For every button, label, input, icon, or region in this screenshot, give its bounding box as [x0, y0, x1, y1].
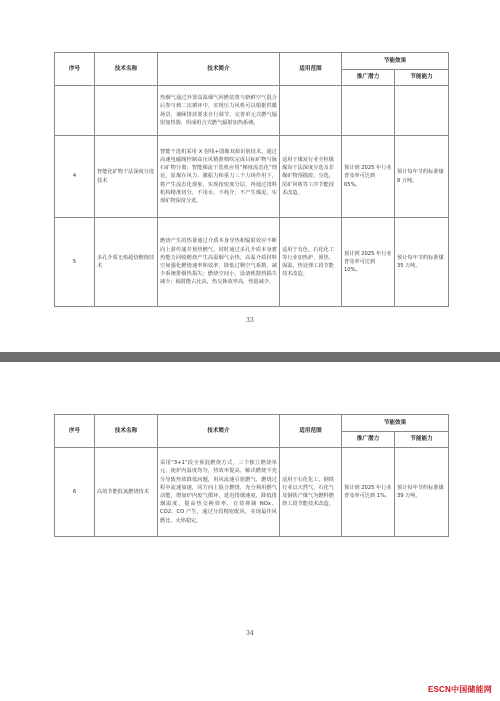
header-scope: 适用范围	[280, 415, 342, 448]
header-intro: 技术简介	[158, 415, 280, 448]
table-row	[55, 448, 449, 537]
header-capacity: 节能能力	[395, 432, 449, 448]
technology-name: 智能化矿物干法深度分选技术	[95, 136, 158, 218]
capacity-cell: 预计每年节约标准煤 8 万吨。	[395, 136, 449, 218]
header-scope: 适用范围	[280, 53, 342, 86]
capacity-cell: 预计每年节约标准煤 35 万吨。	[395, 218, 449, 307]
technology-name: 多孔介质无焰超焓燃烧技术	[95, 218, 158, 307]
technology-name: 高效节能低氮燃烧技术	[95, 448, 158, 537]
header-intro: 技术简介	[158, 53, 280, 86]
technology-intro: 热烟气通过外置高温烟气回燃装置与新鲜空气混合后参与到二次循环中，实现压力风机可以根据供暖场景，兼顾排放要求自行调节，完善单元式燃气辐射加热器，组成组合式燃气辐射加热系统。	[158, 86, 280, 136]
potential-cell: 预计到 2025 年行业普及率可达到 10%。	[342, 218, 395, 307]
header-potential: 推广潜力	[342, 70, 395, 86]
table-row	[55, 136, 449, 218]
row-number: 4	[55, 136, 95, 218]
header-potential: 推广潜力	[342, 432, 395, 448]
header-name: 技术名称	[95, 415, 158, 448]
escn-logo: ESCN中国储能网	[427, 685, 492, 694]
technology-intro: 燃烧产生的热量通过介质本身导热和辐射效应不断向上游传递并预热燃气，同时通过多孔介质本身蓄热能力回收燃烧产生高温烟气余热，高温介质材料空间强化燃烧速率和效率，降低过剩空气系数，减少系统排烟热损失；燃烧空间小，设备耗散热损失减少；辐射能占比高，热交换效率高，热量减少。	[158, 218, 280, 307]
potential-cell: 预计到 2025 年行业普及率可达到 1%。	[342, 448, 395, 537]
capacity-cell	[395, 86, 449, 136]
scope-cell: 适用于煤炭行业全粒级煤炭干法深度分选及非煤矿物预抛废、分选，尾矿回收等工序节能技术改造。	[280, 136, 342, 218]
header-effect: 节能效果	[342, 415, 449, 432]
header-seq: 序号	[55, 53, 95, 86]
table-row	[55, 218, 449, 307]
scope-cell	[280, 86, 342, 136]
technology-table-page-33	[54, 52, 449, 307]
potential-cell	[342, 86, 395, 136]
technology-intro: 采用“3+1”段全预混燃烧方式，三个独立燃烧单元，使炉内温度均匀，热效率提高，解决燃烧不充分导致热效降低问题，用风流速引射燃气，燃烧过程中流速加速，同方向上混合燃烧，充分利用燃气动能，增加炉内废气循环，延迟排烟速度，降低排烟温度，提高热交换效率，有效抑制 NOx、CO2、CO 产生，通过分段精密配风，实现最佳风燃比、火焰稳定。	[158, 448, 280, 537]
header-name: 技术名称	[95, 53, 158, 86]
scope-cell: 适用于石化化工、钢铁行业以天然气、石化气及钢铁产煤气为燃料燃烧工段节能技术改造。	[280, 448, 342, 537]
row-number: 5	[55, 218, 95, 307]
header-effect: 节能效果	[342, 53, 449, 70]
technology-table-page-34	[54, 414, 449, 537]
header-capacity: 节能能力	[395, 70, 449, 86]
capacity-cell: 预计每年节约标准煤 39 万吨。	[395, 448, 449, 537]
scope-cell: 适用于有色、石化化工等行业加热炉、预热、保温、热处理工段节能技术改造。	[280, 218, 342, 307]
page-number: 34	[246, 630, 254, 637]
page-number: 33	[246, 317, 254, 324]
table-row	[55, 86, 449, 136]
document-page-34	[0, 362, 500, 701]
page-separator	[0, 352, 500, 362]
technology-intro: 智能干选机采用 X 射线+图像双源识别技术，通过高速电磁阀控制高压风精准喷吹完成目标矿物与脉石矿物分离；智能梯流干选机应用“梯度流态化”理论，原煤在风力、激振力和重力三个力场作用下，将产生流态化现象，实现按密度分层，再通过排料机构精准切分，不用水、不耗介、不产生煤泥，实现矿物深度分选。	[158, 136, 280, 218]
technology-name	[95, 86, 158, 136]
row-number: 6	[55, 448, 95, 537]
header-seq: 序号	[55, 415, 95, 448]
potential-cell: 预计到 2025 年行业普及率可达到 65%。	[342, 136, 395, 218]
row-number	[55, 86, 95, 136]
